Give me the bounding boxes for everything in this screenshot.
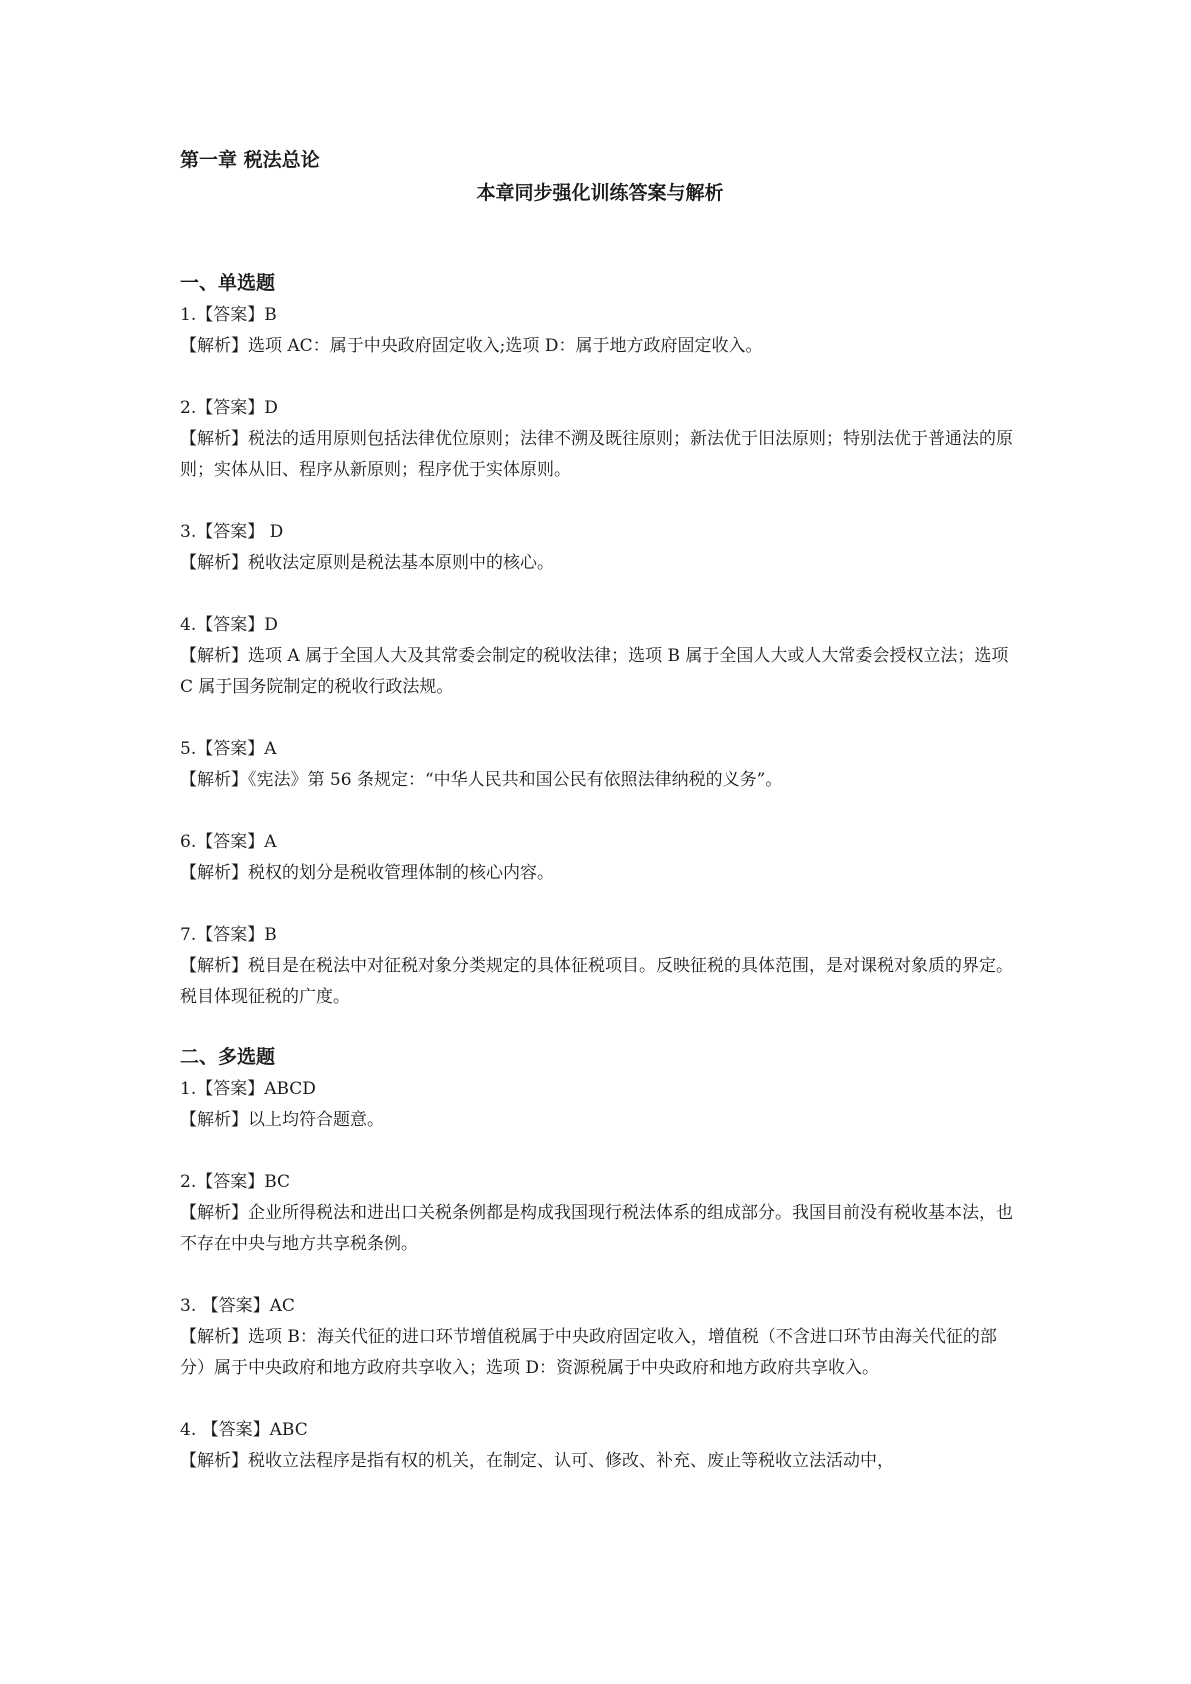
document-title: 本章同步强化训练答案与解析 — [476, 182, 724, 204]
answer-line: 4.【答案】D — [180, 615, 278, 635]
answer-item — [180, 393, 1020, 486]
document-content — [180, 270, 1020, 1508]
answer-item — [180, 610, 1020, 703]
answer-line: 2.【答案】BC — [180, 1172, 291, 1192]
answer-item — [180, 517, 1020, 579]
answer-line: 5.【答案】A — [180, 739, 277, 759]
analysis-text: 【解析】税权的划分是税收管理体制的核心内容。 — [180, 863, 554, 883]
answer-line: 1.【答案】ABCD — [180, 1079, 316, 1099]
answer-line: 1.【答案】B — [180, 305, 277, 325]
chapter-title: 第一章 税法总论 — [180, 149, 320, 171]
analysis-text: 【解析】税收法定原则是税法基本原则中的核心。 — [180, 553, 554, 573]
section-heading: 二、多选题 — [180, 1046, 276, 1068]
answer-item — [180, 827, 1020, 889]
analysis-text: 【解析】选项 A 属于全国人大及其常委会制定的税收法律；选项 B 属于全国人大或人大常委会授权立法；选项 C 属于国务院制定的税收行政法规。 — [180, 646, 1014, 697]
answer-line: 7.【答案】B — [180, 925, 277, 945]
analysis-text: 【解析】税法的适用原则包括法律优位原则；法律不溯及既往原则；新法优于旧法原则；特别法优于普通法的原则；实体从旧、程序从新原则；程序优于实体原则。 — [180, 429, 1013, 480]
answer-line: 3. 【答案】AC — [180, 1296, 295, 1316]
answer-item — [180, 1291, 1020, 1384]
answer-item — [180, 920, 1020, 1013]
answer-line: 3.【答案】 D — [180, 522, 284, 542]
analysis-text: 【解析】税目是在税法中对征税对象分类规定的具体征税项目。反映征税的具体范围，是对课税对象质的界定。税目体现征税的广度。 — [180, 956, 1013, 1007]
answer-item — [180, 1415, 1020, 1477]
section-single-choice — [180, 270, 1020, 1013]
answer-item — [180, 300, 1020, 362]
analysis-text: 【解析】选项 B：海关代征的进口环节增值税属于中央政府固定收入，增值税（不含进口环节由海关代征的部分）属于中央政府和地方政府共享收入；选项 D：资源税属于中央政府和地方政府共享收入。 — [180, 1327, 997, 1378]
answer-line: 2.【答案】D — [180, 398, 278, 418]
answer-item — [180, 734, 1020, 796]
answer-line: 4. 【答案】ABC — [180, 1420, 308, 1440]
answer-line: 6.【答案】A — [180, 832, 277, 852]
analysis-text: 【解析】《宪法》第 56 条规定：“中华人民共和国公民有依照法律纳税的义务”。 — [180, 770, 783, 790]
answer-item — [180, 1074, 1020, 1136]
answer-item — [180, 1167, 1020, 1260]
section-multiple-choice — [180, 1044, 1020, 1477]
analysis-text: 【解析】选项 AC：属于中央政府固定收入;选项 D：属于地方政府固定收入。 — [180, 336, 763, 356]
analysis-text: 【解析】税收立法程序是指有权的机关，在制定、认可、修改、补充、废止等税收立法活动中， — [180, 1451, 894, 1471]
analysis-text: 【解析】以上均符合题意。 — [180, 1110, 384, 1130]
section-heading: 一、单选题 — [180, 272, 276, 294]
analysis-text: 【解析】企业所得税法和进出口关税条例都是构成我国现行税法体系的组成部分。我国目前没有税收基本法，也不存在中央与地方共享税条例。 — [180, 1203, 1013, 1254]
